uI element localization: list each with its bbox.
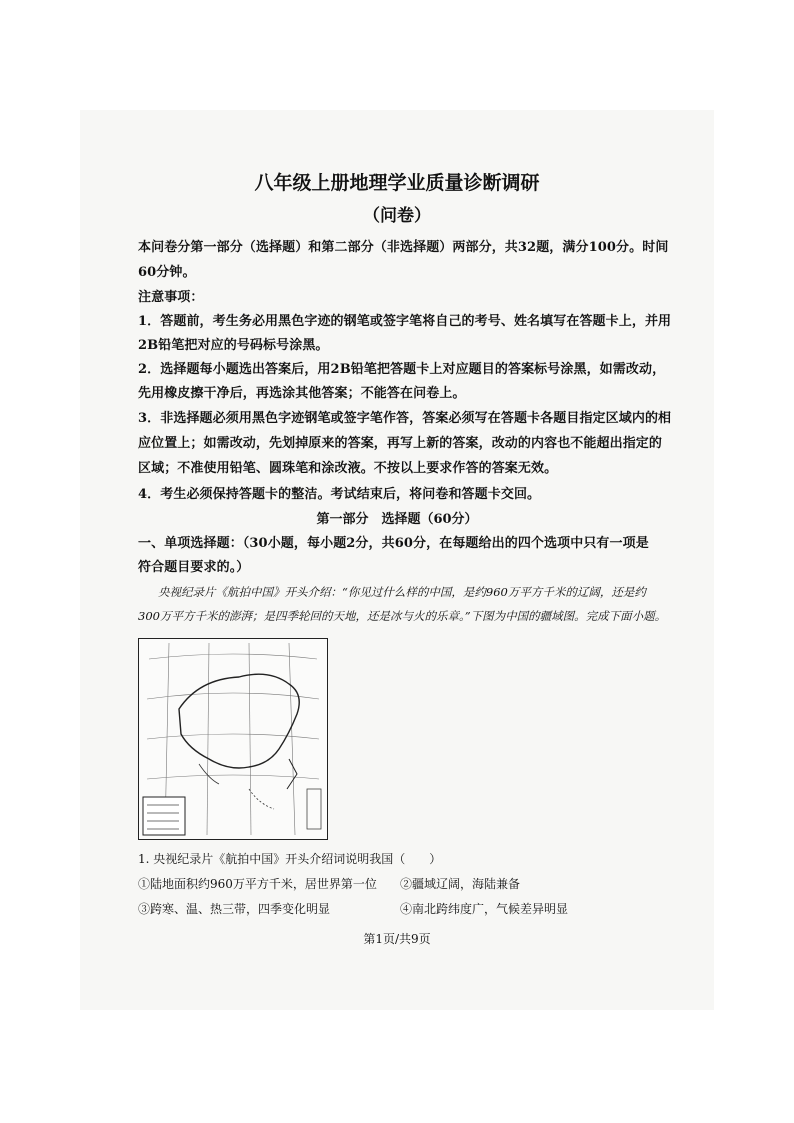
option-2: ②疆域辽阔，海陆兼备 xyxy=(400,877,521,891)
section-instruction: 符合题目要求的。） xyxy=(138,560,250,575)
notice-item: 2B铅笔把对应的号码标号涂黑。 xyxy=(138,338,329,353)
notice-item: 4．考生必须保持答题卡的整洁。考试结束后，将问卷和答题卡交回。 xyxy=(138,487,541,502)
option-3: ③跨寒、温、热三带，四季变化明显 xyxy=(138,902,331,916)
notice-item: 应位置上；如需改动，先划掉原来的答案，再写上新的答案，改动的内容也不能超出指定的 xyxy=(138,436,663,451)
notice-item: 先用橡皮擦干净后，再选涂其他答案；不能答在问卷上。 xyxy=(138,386,466,401)
map-figure xyxy=(139,639,327,839)
notice-item: 2．选择题每小题选出答案后，用2B铅笔把答题卡上对应题目的答案标号涂黑，如需改动， xyxy=(138,362,666,377)
page-subtitle: （问卷） xyxy=(363,206,431,226)
notice-heading: 注意事项： xyxy=(138,290,204,305)
notice-item: 1．答题前，考生务必用黑色字迹的钢笔或签字笔将自己的考号、姓名填写在答题卡上，并用 xyxy=(138,314,672,329)
china-territory-map xyxy=(138,638,328,840)
page-title: 八年级上册地理学业质量诊断调研 xyxy=(254,172,540,194)
page-number: 第1页/共9页 xyxy=(363,932,431,946)
part-heading: 第一部分 选择题（60分） xyxy=(316,512,478,527)
intro-line: 60分钟。 xyxy=(138,265,196,280)
passage-text: 央视纪录片《航拍中国》开头介绍：“你见过什么样的中国，是约960万平方千米的辽阔，还是约 xyxy=(158,585,646,599)
question-stem: 1. 央视纪录片《航拍中国》开头介绍词说明我国（ ） xyxy=(138,852,442,866)
notice-item: 区域；不准使用铅笔、圆珠笔和涂改液。不按以上要求作答的答案无效。 xyxy=(138,461,558,476)
notice-item: 3．非选择题必须用黑色字迹钢笔或签字笔作答，答案必须写在答题卡各题目指定区域内的相 xyxy=(138,411,672,426)
option-1: ①陆地面积约960万平方千米，居世界第一位 xyxy=(138,877,377,891)
section-instruction: 一、单项选择题：（30小题，每小题2分，共60分，在每题给出的四个选项中只有一项是 xyxy=(138,536,649,551)
option-4: ④南北跨纬度广，气候差异明显 xyxy=(400,902,569,916)
intro-line: 本问卷分第一部分（选择题）和第二部分（非选择题）两部分，共32题，满分100分。时间 xyxy=(138,240,669,255)
passage-text: 300万平方千米的澎湃；是四季轮回的天地，还是冰与火的乐章。”下图为中国的疆域图。完成下面小题。 xyxy=(138,609,667,623)
